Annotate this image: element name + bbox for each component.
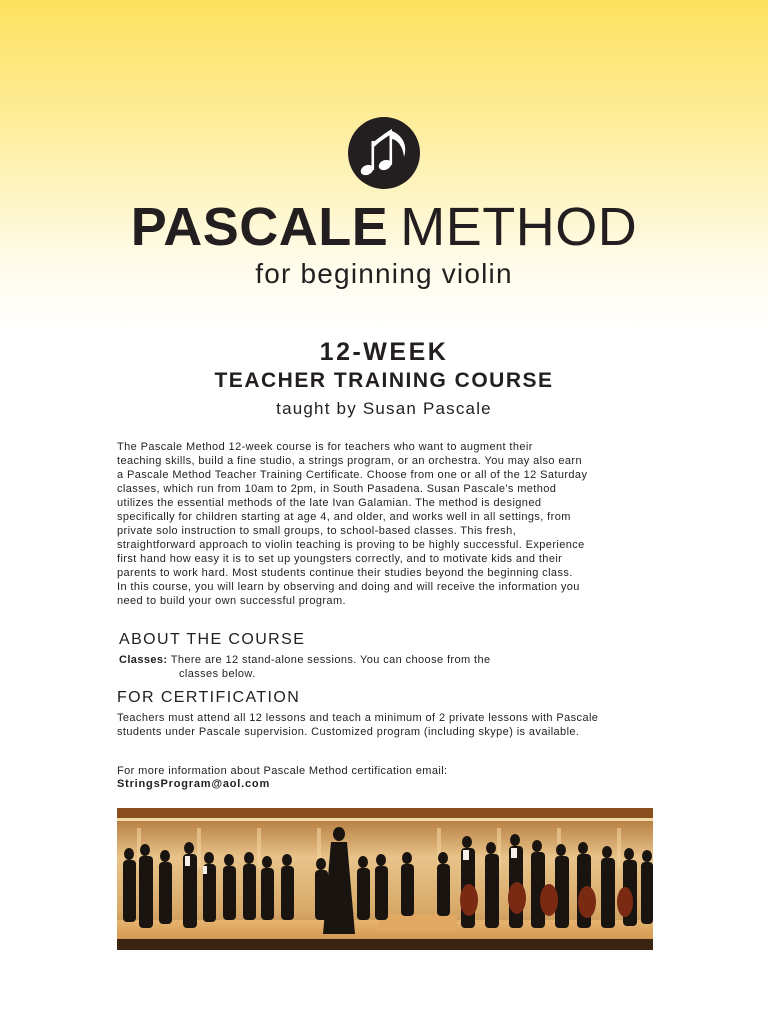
intro-line: straightforward approach to violin teaching is proving to be highly successful. Experience — [117, 539, 585, 551]
intro-line: private solo instruction to small groups, to school-based classes. This fresh, — [117, 525, 517, 537]
brand-title-bold: PASCALE — [130, 197, 389, 257]
certification-line: Teachers must attend all 12 lessons and teach a minimum of 2 private lessons with Pascale — [117, 712, 599, 724]
intro-paragraph — [117, 440, 657, 608]
course-instructor: taught by Susan Pascale — [276, 399, 492, 418]
course-weeks-heading: 12-WEEK — [319, 338, 449, 366]
classes-description — [119, 653, 649, 681]
contact-email[interactable]: StringsProgram@aol.com — [117, 778, 271, 790]
intro-line: classes, which run from 10am to 2pm, in South Pasadena. Susan Pascale's method — [117, 483, 557, 495]
certification-heading: FOR CERTIFICATION — [117, 689, 301, 706]
intro-line: a Pascale Method Teacher Training Certificate. Choose from one or all of the 12 Saturday — [117, 469, 588, 481]
about-course-heading: ABOUT THE COURSE — [119, 631, 306, 648]
intro-line: first hand how easy it is to set up youngsters correctly, and to motivate kids and their — [117, 553, 563, 565]
intro-line: parents to work hard. Most students continue their studies beyond the beginning class. — [117, 567, 573, 579]
classes-text: There are 12 stand-alone sessions. You can choose from the — [170, 654, 491, 666]
course-title-heading: TEACHER TRAINING COURSE — [214, 369, 554, 392]
intro-line: utilizes the essential methods of the late Ivan Galamian. The method is designed — [117, 497, 542, 509]
brand-title — [0, 196, 768, 258]
intro-line: specifically for children starting at age 4, and older, and works well in all settings, from — [117, 511, 571, 523]
classes-text-continued: classes below. — [179, 668, 256, 680]
intro-line: In this course, you will learn by observing and doing and will receive the information you — [117, 581, 580, 593]
intro-line: teaching skills, build a fine studio, a strings program, or an orchestra. You may also earn — [117, 455, 583, 467]
certification-paragraph — [117, 711, 657, 739]
orchestra-photo — [117, 808, 653, 950]
intro-line: need to build your own successful program. — [117, 595, 346, 607]
brand-title-light: METHOD — [400, 197, 638, 257]
brand-subtitle: for beginning violin — [255, 258, 513, 289]
music-note-icon — [348, 117, 420, 189]
contact-info-text: For more information about Pascale Method certification email: — [117, 765, 448, 777]
certification-line: students under Pascale supervision. Customized program (including skype) is available. — [117, 726, 580, 738]
classes-label: Classes: — [119, 654, 168, 666]
intro-line: The Pascale Method 12-week course is for teachers who want to augment their — [117, 441, 533, 453]
